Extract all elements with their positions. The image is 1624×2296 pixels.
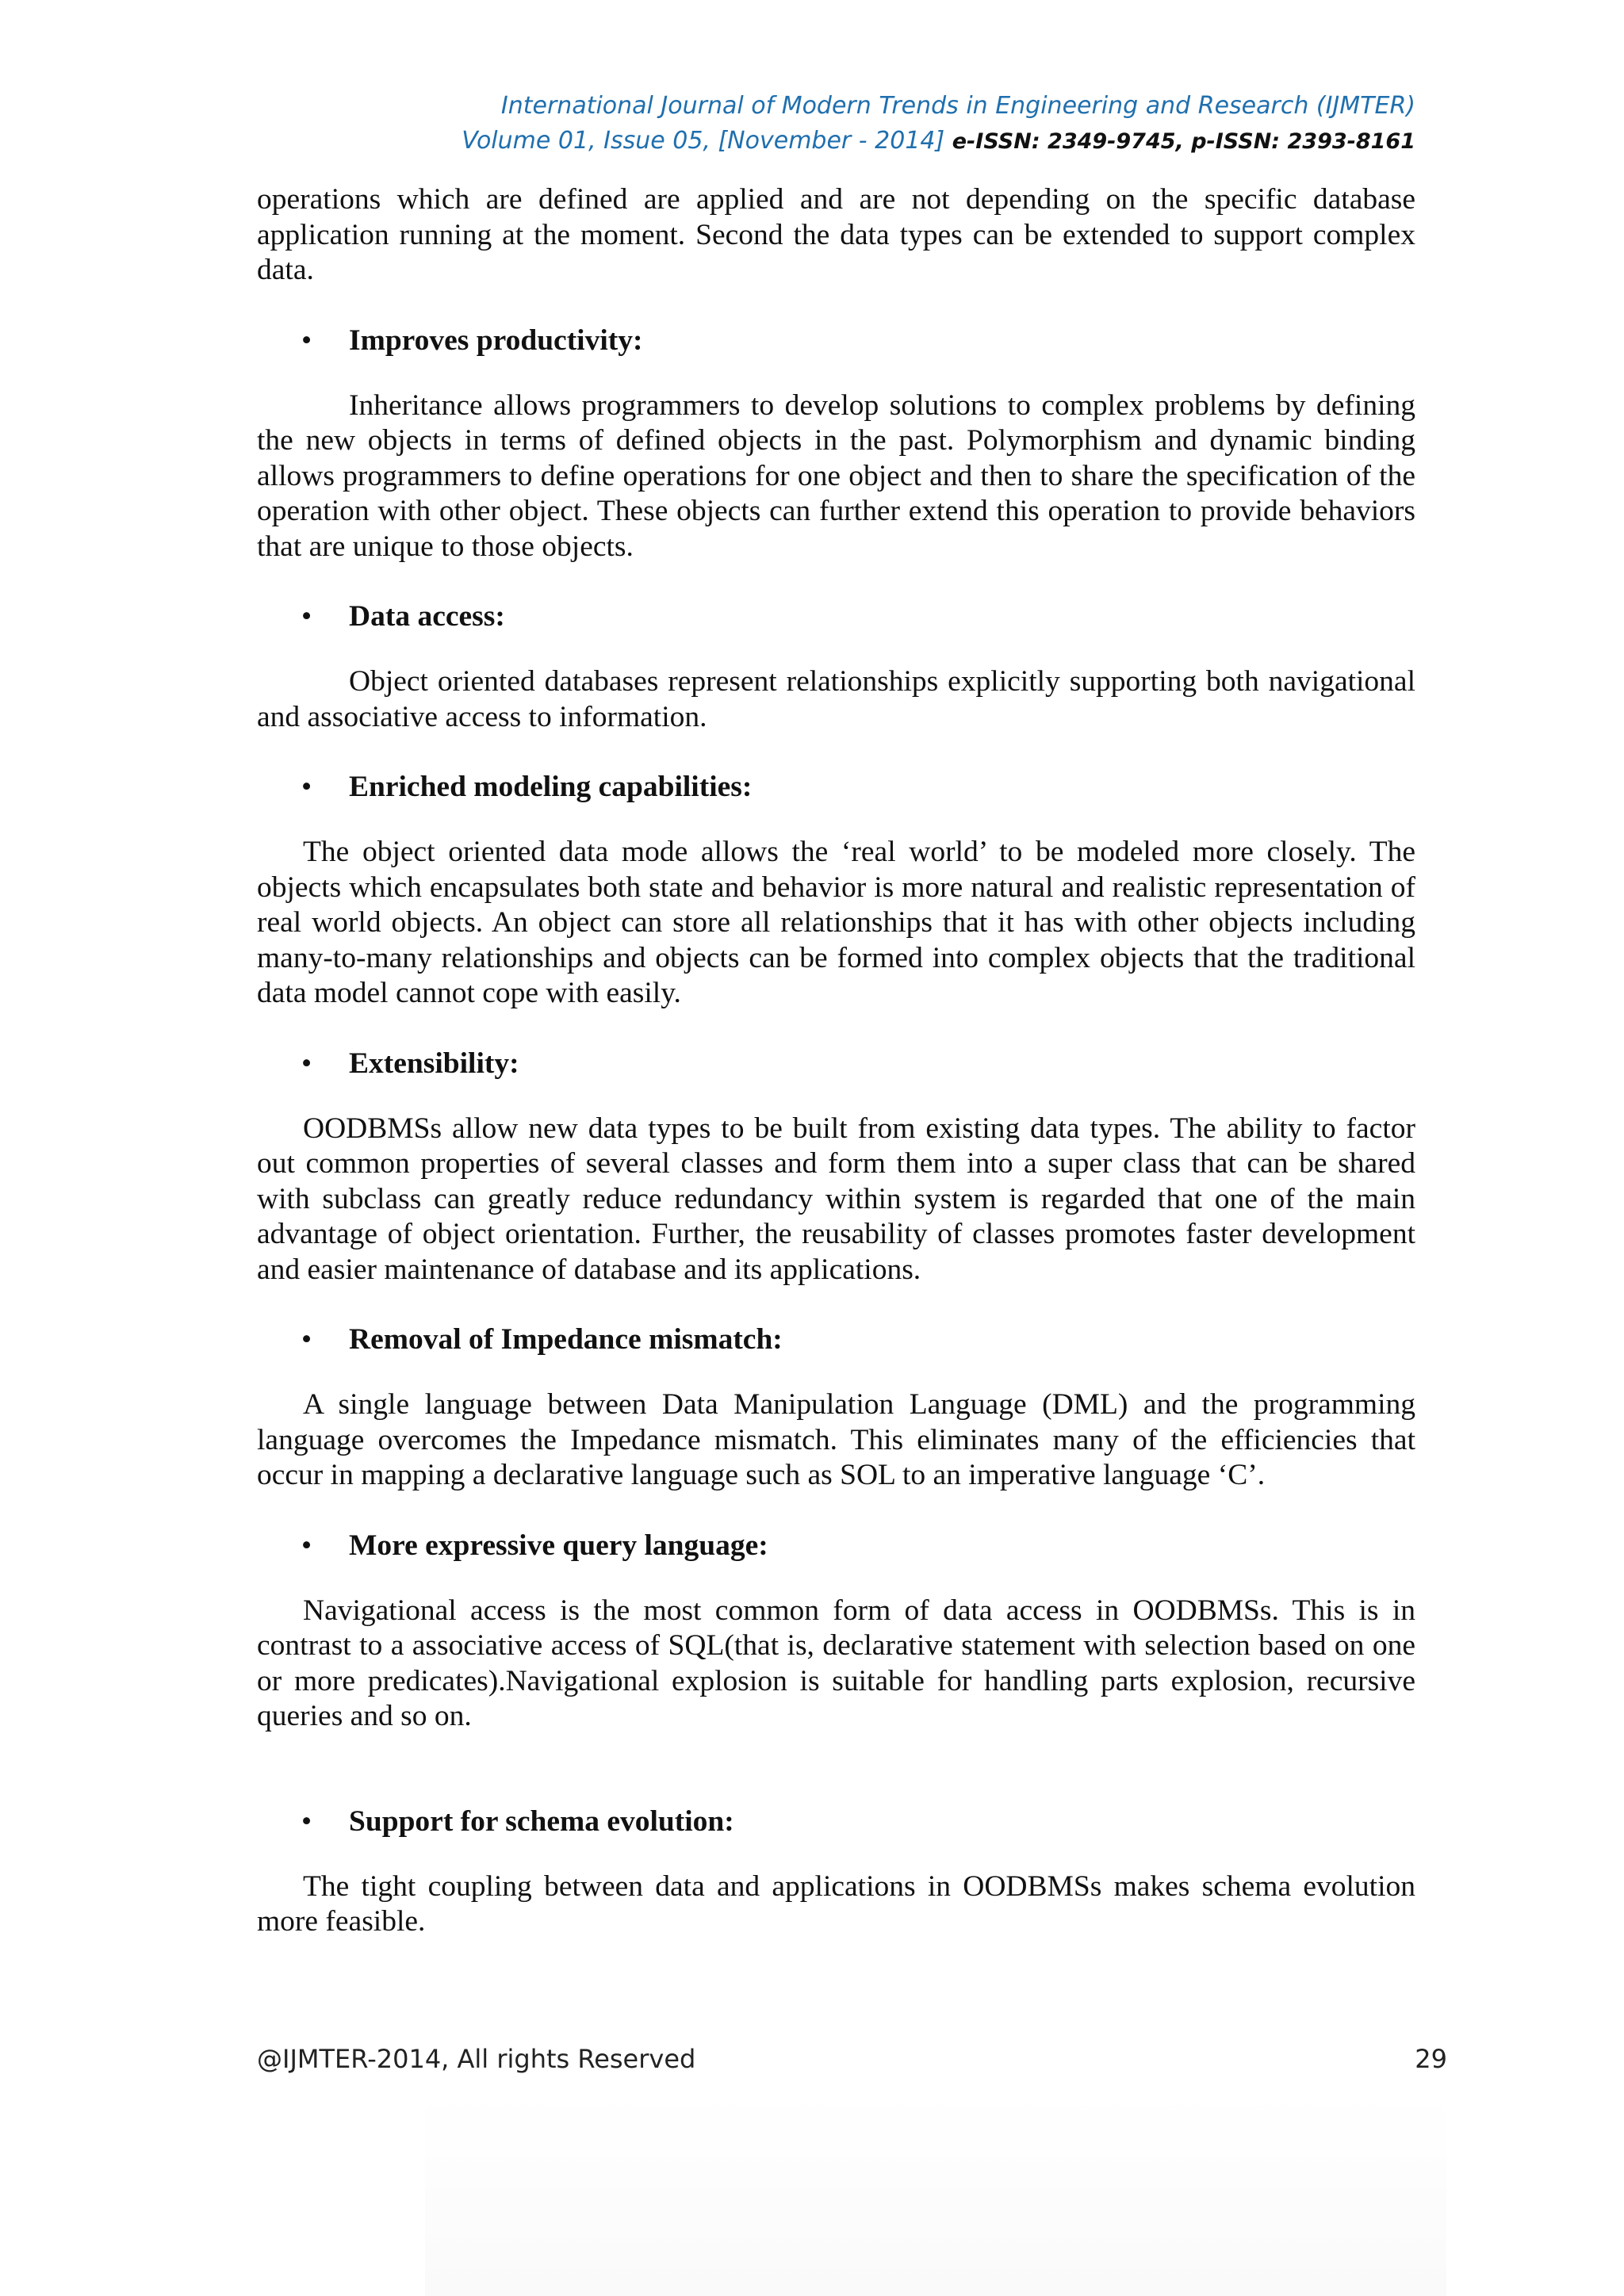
section-body-extensibility: OODBMSs allow new data types to be built from existing data types. The ability to factor out common properties of several classes and form them into a super class that can be shared with subclass can greatly reduce redundancy within system is regarded that one of the main advantage of object orientation. Further, the reusability of classes promotes faster development and easier maintenance of database and its applications. — [257, 1112, 1415, 1286]
bullet-icon: • — [301, 1047, 312, 1080]
section-body-productivity: Inheritance allows programmers to develop solutions to complex problems by defining the new objects in terms of defined objects in the past. Polymorphism and dynamic binding allows programmers to define operations for one object and then to share the specification of the operation with other object. These objects can further extend this operation to provide behaviors that are unique to those objects. — [257, 388, 1415, 563]
section-body-data-access: Object oriented databases represent relationships explicitly supporting both navigational and associative access to information. — [257, 665, 1415, 733]
volume-info: Volume 01, Issue 05, [November - 2014] — [462, 127, 945, 155]
bullet-icon: • — [301, 600, 312, 633]
section-heading-modeling — [257, 770, 1415, 805]
scan-shadow — [425, 2093, 1446, 2296]
section-body-query-language: Navigational access is the most common form of data access in OODBMSs. This is in contrast to a associative access of SQL(that is, declarative statement with selection based on one or more predicates).Navigational explosion is suitable for handling parts explosion, recursive queries and so on. — [257, 1594, 1415, 1732]
section-heading-impedance — [257, 1322, 1415, 1357]
heading-text: Data access: — [349, 600, 505, 633]
section-heading-schema-evolution — [257, 1804, 1415, 1839]
bullet-icon: • — [301, 1323, 312, 1356]
bullet-icon: • — [301, 323, 312, 357]
section-heading-productivity — [257, 323, 1415, 358]
section-body-schema-evolution: The tight coupling between data and applications in OODBMSs makes schema evolution more feasible. — [257, 1869, 1415, 1938]
section-body-modeling: The object oriented data mode allows the ‘real world’ to be modeled more closely. The objects which encapsulates both state and behavior is more natural and realistic representation of real world objects. An object can store all relationships that it has with other objects including many-to-many relationships and objects can be formed into complex objects that the traditional data model cannot cope with easily. — [257, 836, 1415, 1009]
heading-text: Extensibility: — [349, 1047, 519, 1080]
volume-line — [462, 124, 1415, 159]
heading-text: Improves productivity: — [349, 323, 643, 357]
bullet-icon: • — [301, 1529, 312, 1562]
running-header — [462, 89, 1415, 159]
intro-paragraph: operations which are defined are applied and are not depending on the specific database application running at the moment. Second the data types can be extended to support complex data. — [257, 183, 1415, 286]
bullet-icon: • — [301, 771, 312, 803]
section-heading-extensibility — [257, 1047, 1415, 1081]
heading-text: Removal of Impedance mismatch: — [349, 1323, 783, 1356]
heading-text: Support for schema evolution: — [349, 1804, 734, 1838]
heading-text: More expressive query language: — [349, 1529, 768, 1562]
issn-info: e-ISSN: 2349-9745, p-ISSN: 2393-8161 — [952, 129, 1415, 154]
body-text — [257, 182, 1415, 1940]
copyright-text: @IJMTER-2014, All rights Reserved — [257, 2044, 696, 2074]
page-number: 29 — [1415, 2044, 1447, 2074]
bullet-icon: • — [301, 1804, 312, 1838]
section-heading-data-access — [257, 599, 1415, 634]
journal-title: International Journal of Modern Trends in Engineering and Research (IJMTER) — [500, 92, 1415, 120]
page-footer — [257, 2044, 1447, 2074]
heading-text: Enriched modeling capabilities: — [349, 771, 753, 803]
section-heading-query-language — [257, 1529, 1415, 1563]
section-body-impedance: A single language between Data Manipulation Language (DML) and the programming language overcomes the Impedance mismatch. This eliminates many of the efficiencies that occur in mapping a declarative language such as SOL to an imperative language ‘C’. — [257, 1388, 1415, 1491]
